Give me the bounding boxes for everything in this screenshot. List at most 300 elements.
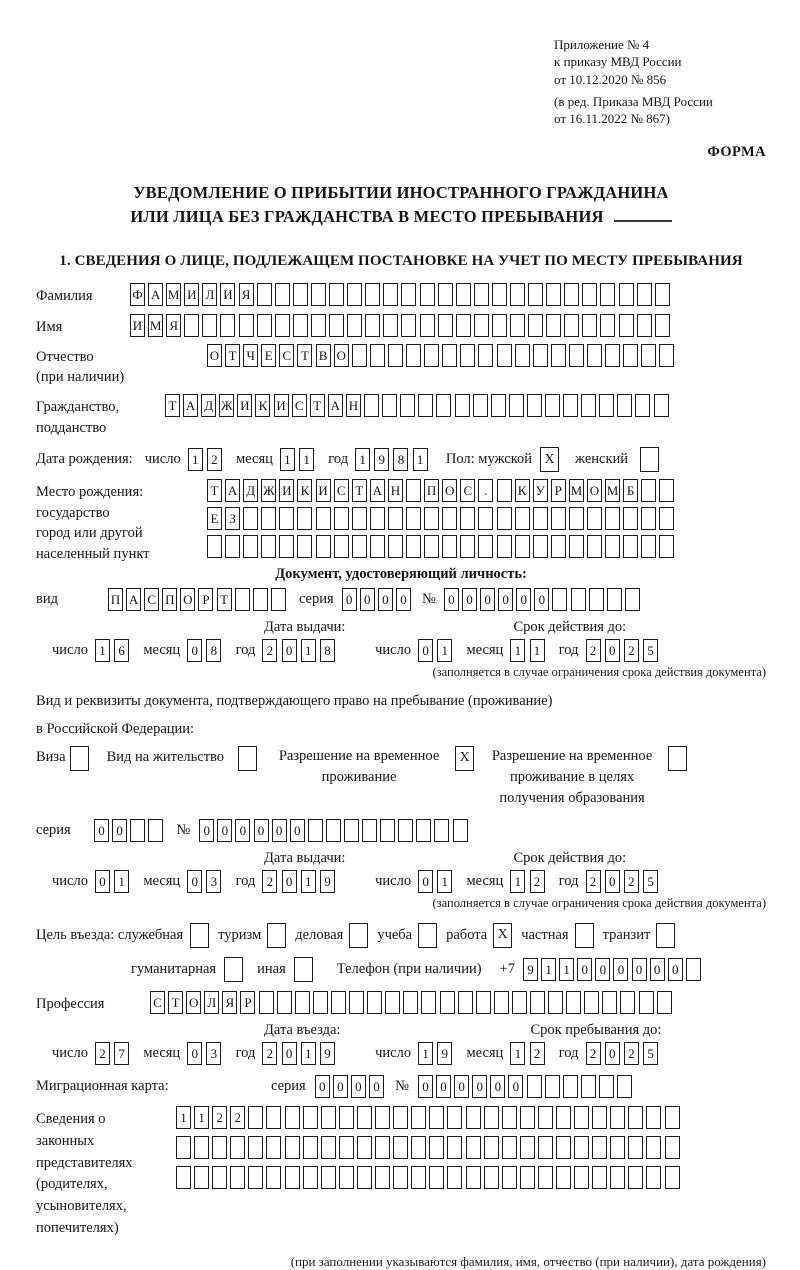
char-box[interactable]: [253, 588, 268, 611]
char-box[interactable]: 1: [418, 1042, 433, 1065]
char-box[interactable]: [456, 283, 471, 306]
char-box[interactable]: [546, 283, 561, 306]
char-box[interactable]: 1: [301, 639, 316, 662]
char-box[interactable]: Р: [198, 588, 213, 611]
char-box[interactable]: 0: [95, 870, 110, 893]
purpose-business-checkbox[interactable]: [190, 923, 209, 948]
char-box[interactable]: 2: [530, 1042, 545, 1065]
char-box[interactable]: [466, 1106, 481, 1129]
char-box[interactable]: [184, 314, 199, 337]
char-box[interactable]: [347, 314, 362, 337]
char-box[interactable]: 8: [393, 448, 408, 471]
char-box[interactable]: [235, 588, 250, 611]
char-box[interactable]: [605, 507, 620, 530]
purpose-work-checkbox[interactable]: X: [493, 923, 512, 948]
char-box[interactable]: [510, 283, 525, 306]
char-box[interactable]: [230, 1166, 245, 1189]
sex-male-checkbox[interactable]: X: [540, 447, 559, 472]
char-box[interactable]: 0: [613, 958, 628, 981]
char-box[interactable]: 9: [374, 448, 389, 471]
char-box[interactable]: 0: [342, 588, 357, 611]
char-box[interactable]: [393, 1136, 408, 1159]
char-box[interactable]: [453, 819, 468, 842]
char-box[interactable]: 1: [559, 958, 574, 981]
char-box[interactable]: [424, 507, 439, 530]
char-box[interactable]: О: [186, 991, 201, 1014]
char-box[interactable]: 2: [586, 870, 601, 893]
char-box[interactable]: [571, 588, 586, 611]
char-box[interactable]: [243, 535, 258, 558]
char-box[interactable]: 2: [207, 448, 222, 471]
char-box[interactable]: [194, 1136, 209, 1159]
char-box[interactable]: 3: [206, 1042, 221, 1065]
char-box[interactable]: [429, 1106, 444, 1129]
char-box[interactable]: [556, 1136, 571, 1159]
char-box[interactable]: [474, 314, 489, 337]
char-box[interactable]: [403, 991, 418, 1014]
char-box[interactable]: 0: [454, 1075, 469, 1098]
char-box[interactable]: 0: [187, 1042, 202, 1065]
char-box[interactable]: О: [334, 344, 349, 367]
char-box[interactable]: 0: [254, 819, 269, 842]
char-box[interactable]: И: [279, 479, 294, 502]
char-box[interactable]: [635, 394, 650, 417]
char-box[interactable]: [484, 1166, 499, 1189]
char-box[interactable]: 1: [176, 1106, 191, 1129]
char-box[interactable]: [610, 1106, 625, 1129]
char-box[interactable]: 0: [282, 870, 297, 893]
char-box[interactable]: [367, 991, 382, 1014]
char-box[interactable]: [393, 1166, 408, 1189]
char-box[interactable]: [261, 535, 276, 558]
char-box[interactable]: 2: [230, 1106, 245, 1129]
char-box[interactable]: [659, 507, 674, 530]
char-box[interactable]: [574, 1106, 589, 1129]
char-box[interactable]: Ж: [219, 394, 234, 417]
char-box[interactable]: 0: [369, 1075, 384, 1098]
char-box[interactable]: 0: [444, 588, 459, 611]
char-box[interactable]: 0: [333, 1075, 348, 1098]
char-box[interactable]: [478, 535, 493, 558]
char-box[interactable]: Л: [204, 991, 219, 1014]
char-box[interactable]: [592, 1166, 607, 1189]
char-box[interactable]: 0: [418, 1075, 433, 1098]
char-box[interactable]: Е: [261, 344, 276, 367]
char-box[interactable]: [460, 535, 475, 558]
char-box[interactable]: В: [316, 344, 331, 367]
char-box[interactable]: 1: [301, 1042, 316, 1065]
char-box[interactable]: [308, 819, 323, 842]
char-box[interactable]: [584, 991, 599, 1014]
char-box[interactable]: [257, 314, 272, 337]
char-box[interactable]: 0: [360, 588, 375, 611]
char-box[interactable]: [266, 1136, 281, 1159]
char-box[interactable]: [248, 1136, 263, 1159]
char-box[interactable]: С: [292, 394, 307, 417]
char-box[interactable]: 5: [643, 870, 658, 893]
char-box[interactable]: 2: [262, 870, 277, 893]
char-box[interactable]: [303, 1166, 318, 1189]
char-box[interactable]: Я: [166, 314, 181, 337]
char-box[interactable]: Р: [551, 479, 566, 502]
char-box[interactable]: [424, 344, 439, 367]
char-box[interactable]: [628, 1136, 643, 1159]
char-box[interactable]: [295, 991, 310, 1014]
char-box[interactable]: У: [533, 479, 548, 502]
char-box[interactable]: А: [225, 479, 240, 502]
char-box[interactable]: [655, 283, 670, 306]
char-box[interactable]: [569, 535, 584, 558]
char-box[interactable]: [520, 1106, 535, 1129]
char-box[interactable]: [659, 535, 674, 558]
char-box[interactable]: [331, 991, 346, 1014]
char-box[interactable]: 0: [490, 1075, 505, 1098]
char-box[interactable]: [329, 314, 344, 337]
char-box[interactable]: 0: [498, 588, 513, 611]
char-box[interactable]: [587, 507, 602, 530]
char-box[interactable]: [352, 507, 367, 530]
char-box[interactable]: [623, 535, 638, 558]
char-box[interactable]: И: [316, 479, 331, 502]
char-box[interactable]: [212, 1136, 227, 1159]
char-box[interactable]: [438, 314, 453, 337]
char-box[interactable]: [266, 1166, 281, 1189]
char-box[interactable]: [515, 507, 530, 530]
char-box[interactable]: 2: [530, 870, 545, 893]
char-box[interactable]: 2: [262, 639, 277, 662]
char-box[interactable]: [259, 991, 274, 1014]
char-box[interactable]: [466, 1136, 481, 1159]
purpose-commercial-checkbox[interactable]: [349, 923, 368, 948]
char-box[interactable]: П: [108, 588, 123, 611]
char-box[interactable]: 1: [510, 1042, 525, 1065]
char-box[interactable]: 0: [418, 870, 433, 893]
char-box[interactable]: 0: [595, 958, 610, 981]
char-box[interactable]: [357, 1136, 372, 1159]
char-box[interactable]: [610, 1136, 625, 1159]
char-box[interactable]: [619, 314, 634, 337]
char-box[interactable]: [520, 1136, 535, 1159]
char-box[interactable]: [686, 958, 701, 981]
char-box[interactable]: 2: [95, 1042, 110, 1065]
char-box[interactable]: А: [148, 283, 163, 306]
char-box[interactable]: И: [220, 283, 235, 306]
char-box[interactable]: [349, 991, 364, 1014]
char-box[interactable]: [411, 1136, 426, 1159]
char-box[interactable]: [620, 991, 635, 1014]
char-box[interactable]: 2: [624, 1042, 639, 1065]
char-box[interactable]: [460, 344, 475, 367]
char-box[interactable]: [659, 344, 674, 367]
char-box[interactable]: [628, 1166, 643, 1189]
char-box[interactable]: [406, 344, 421, 367]
char-box[interactable]: [420, 314, 435, 337]
char-box[interactable]: Ж: [261, 479, 276, 502]
char-box[interactable]: Н: [388, 479, 403, 502]
char-box[interactable]: [352, 535, 367, 558]
char-box[interactable]: [659, 479, 674, 502]
char-box[interactable]: Т: [217, 588, 232, 611]
char-box[interactable]: [466, 1166, 481, 1189]
char-box[interactable]: [533, 507, 548, 530]
char-box[interactable]: 0: [472, 1075, 487, 1098]
char-box[interactable]: 2: [624, 639, 639, 662]
char-box[interactable]: 5: [643, 1042, 658, 1065]
temp-permit-checkbox[interactable]: X: [455, 746, 474, 771]
char-box[interactable]: [375, 1106, 390, 1129]
char-box[interactable]: [484, 1136, 499, 1159]
char-box[interactable]: 0: [418, 639, 433, 662]
char-box[interactable]: [225, 535, 240, 558]
char-box[interactable]: [509, 394, 524, 417]
char-box[interactable]: [370, 344, 385, 367]
char-box[interactable]: 9: [523, 958, 538, 981]
char-box[interactable]: [600, 314, 615, 337]
edu-permit-checkbox[interactable]: [668, 746, 687, 771]
char-box[interactable]: П: [162, 588, 177, 611]
char-box[interactable]: [420, 283, 435, 306]
char-box[interactable]: [641, 507, 656, 530]
char-box[interactable]: [375, 1136, 390, 1159]
char-box[interactable]: [665, 1106, 680, 1129]
char-box[interactable]: [275, 283, 290, 306]
char-box[interactable]: Е: [207, 507, 222, 530]
char-box[interactable]: [625, 588, 640, 611]
char-box[interactable]: [321, 1106, 336, 1129]
char-box[interactable]: [447, 1136, 462, 1159]
char-box[interactable]: [275, 314, 290, 337]
char-box[interactable]: [538, 1166, 553, 1189]
char-box[interactable]: [478, 507, 493, 530]
char-box[interactable]: Б: [623, 479, 638, 502]
char-box[interactable]: 0: [94, 819, 109, 842]
char-box[interactable]: 1: [355, 448, 370, 471]
char-box[interactable]: 1: [437, 639, 452, 662]
char-box[interactable]: О: [442, 479, 457, 502]
char-box[interactable]: [528, 283, 543, 306]
char-box[interactable]: [515, 344, 530, 367]
char-box[interactable]: [277, 991, 292, 1014]
char-box[interactable]: [527, 394, 542, 417]
char-box[interactable]: [587, 535, 602, 558]
purpose-humanitarian-checkbox[interactable]: [224, 957, 243, 982]
char-box[interactable]: [339, 1166, 354, 1189]
char-box[interactable]: [582, 283, 597, 306]
char-box[interactable]: [311, 283, 326, 306]
char-box[interactable]: 8: [320, 639, 335, 662]
char-box[interactable]: [530, 991, 545, 1014]
char-box[interactable]: [564, 283, 579, 306]
char-box[interactable]: Т: [168, 991, 183, 1014]
char-box[interactable]: И: [237, 394, 252, 417]
char-box[interactable]: [665, 1136, 680, 1159]
char-box[interactable]: [344, 819, 359, 842]
char-box[interactable]: [401, 283, 416, 306]
char-box[interactable]: [411, 1106, 426, 1129]
char-box[interactable]: [533, 344, 548, 367]
char-box[interactable]: 0: [516, 588, 531, 611]
char-box[interactable]: [478, 344, 493, 367]
char-box[interactable]: [339, 1106, 354, 1129]
char-box[interactable]: 0: [282, 639, 297, 662]
char-box[interactable]: [406, 535, 421, 558]
char-box[interactable]: [285, 1166, 300, 1189]
char-box[interactable]: 9: [320, 1042, 335, 1065]
char-box[interactable]: [563, 1075, 578, 1098]
char-box[interactable]: [512, 991, 527, 1014]
char-box[interactable]: 9: [437, 1042, 452, 1065]
purpose-tourism-checkbox[interactable]: [267, 923, 286, 948]
char-box[interactable]: [194, 1166, 209, 1189]
char-box[interactable]: [440, 991, 455, 1014]
char-box[interactable]: О: [207, 344, 222, 367]
char-box[interactable]: [581, 394, 596, 417]
char-box[interactable]: [497, 507, 512, 530]
char-box[interactable]: [271, 588, 286, 611]
char-box[interactable]: 0: [577, 958, 592, 981]
char-box[interactable]: .: [478, 479, 493, 502]
char-box[interactable]: [589, 588, 604, 611]
char-box[interactable]: [385, 991, 400, 1014]
char-box[interactable]: [438, 283, 453, 306]
char-box[interactable]: [617, 394, 632, 417]
char-box[interactable]: 1: [510, 870, 525, 893]
char-box[interactable]: К: [297, 479, 312, 502]
char-box[interactable]: [365, 314, 380, 337]
char-box[interactable]: [303, 1136, 318, 1159]
char-box[interactable]: 0: [508, 1075, 523, 1098]
char-box[interactable]: [362, 819, 377, 842]
char-box[interactable]: [339, 1136, 354, 1159]
char-box[interactable]: [456, 314, 471, 337]
char-box[interactable]: [492, 314, 507, 337]
char-box[interactable]: [248, 1166, 263, 1189]
char-box[interactable]: [602, 991, 617, 1014]
char-box[interactable]: 1: [188, 448, 203, 471]
char-box[interactable]: [398, 819, 413, 842]
char-box[interactable]: И: [130, 314, 145, 337]
char-box[interactable]: [546, 314, 561, 337]
char-box[interactable]: [492, 283, 507, 306]
char-box[interactable]: [502, 1136, 517, 1159]
char-box[interactable]: [207, 535, 222, 558]
char-box[interactable]: [545, 394, 560, 417]
char-box[interactable]: 1: [280, 448, 295, 471]
char-box[interactable]: 0: [396, 588, 411, 611]
char-box[interactable]: [388, 344, 403, 367]
char-box[interactable]: [455, 394, 470, 417]
char-box[interactable]: О: [587, 479, 602, 502]
char-box[interactable]: [383, 283, 398, 306]
char-box[interactable]: [623, 344, 638, 367]
char-box[interactable]: [491, 394, 506, 417]
char-box[interactable]: [411, 1166, 426, 1189]
char-box[interactable]: [313, 991, 328, 1014]
char-box[interactable]: А: [126, 588, 141, 611]
char-box[interactable]: [476, 991, 491, 1014]
char-box[interactable]: С: [460, 479, 475, 502]
char-box[interactable]: 1: [114, 870, 129, 893]
char-box[interactable]: З: [225, 507, 240, 530]
char-box[interactable]: [257, 283, 272, 306]
char-box[interactable]: [484, 1106, 499, 1129]
char-box[interactable]: [285, 1136, 300, 1159]
char-box[interactable]: [442, 535, 457, 558]
char-box[interactable]: [587, 344, 602, 367]
char-box[interactable]: Т: [297, 344, 312, 367]
char-box[interactable]: Л: [202, 283, 217, 306]
visa-checkbox[interactable]: [70, 746, 89, 771]
char-box[interactable]: [494, 991, 509, 1014]
char-box[interactable]: [442, 507, 457, 530]
char-box[interactable]: [401, 314, 416, 337]
char-box[interactable]: 0: [217, 819, 232, 842]
char-box[interactable]: [266, 1106, 281, 1129]
char-box[interactable]: [474, 283, 489, 306]
char-box[interactable]: [279, 535, 294, 558]
char-box[interactable]: [434, 819, 449, 842]
char-box[interactable]: [382, 394, 397, 417]
char-box[interactable]: [605, 344, 620, 367]
char-box[interactable]: [497, 344, 512, 367]
char-box[interactable]: [527, 1075, 542, 1098]
char-box[interactable]: [293, 283, 308, 306]
char-box[interactable]: [130, 819, 145, 842]
char-box[interactable]: [375, 1166, 390, 1189]
char-box[interactable]: 1: [194, 1106, 209, 1129]
char-box[interactable]: [548, 991, 563, 1014]
char-box[interactable]: [520, 1166, 535, 1189]
char-box[interactable]: [600, 283, 615, 306]
char-box[interactable]: И: [184, 283, 199, 306]
char-box[interactable]: С: [150, 991, 165, 1014]
char-box[interactable]: [599, 394, 614, 417]
char-box[interactable]: [551, 344, 566, 367]
char-box[interactable]: [610, 1166, 625, 1189]
char-box[interactable]: [321, 1136, 336, 1159]
residence-permit-checkbox[interactable]: [238, 746, 257, 771]
char-box[interactable]: [447, 1166, 462, 1189]
char-box[interactable]: [497, 479, 512, 502]
char-box[interactable]: [239, 314, 254, 337]
char-box[interactable]: 0: [605, 1042, 620, 1065]
char-box[interactable]: [176, 1136, 191, 1159]
char-box[interactable]: 1: [95, 639, 110, 662]
char-box[interactable]: [316, 507, 331, 530]
char-box[interactable]: [230, 1136, 245, 1159]
char-box[interactable]: [429, 1166, 444, 1189]
char-box[interactable]: [617, 1075, 632, 1098]
char-box[interactable]: 1: [541, 958, 556, 981]
char-box[interactable]: 2: [586, 639, 601, 662]
char-box[interactable]: [623, 507, 638, 530]
char-box[interactable]: [581, 1075, 596, 1098]
char-box[interactable]: [556, 1106, 571, 1129]
char-box[interactable]: М: [148, 314, 163, 337]
char-box[interactable]: А: [328, 394, 343, 417]
char-box[interactable]: 0: [462, 588, 477, 611]
char-box[interactable]: Т: [310, 394, 325, 417]
char-box[interactable]: И: [274, 394, 289, 417]
char-box[interactable]: [248, 1106, 263, 1129]
char-box[interactable]: 2: [586, 1042, 601, 1065]
char-box[interactable]: Я: [222, 991, 237, 1014]
char-box[interactable]: [582, 314, 597, 337]
char-box[interactable]: [574, 1166, 589, 1189]
char-box[interactable]: [641, 535, 656, 558]
char-box[interactable]: 2: [262, 1042, 277, 1065]
char-box[interactable]: [563, 394, 578, 417]
